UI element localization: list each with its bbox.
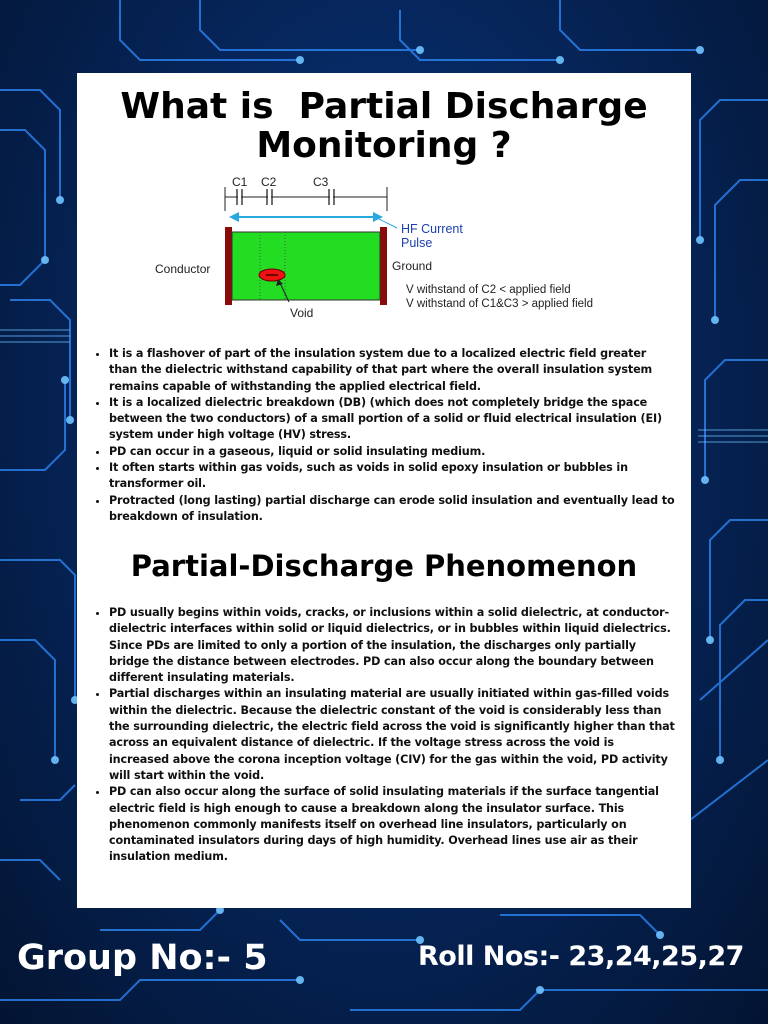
label-c2: C2 bbox=[261, 175, 277, 189]
list-item: • PD usually begins within voids, cracks, or inclusions within a solid dielectric, at conductor-dielectric interfaces within solid or liquid dielectrics, or in bubbles within liquid dielectrics. Since PDs are limited to only a portion of the insulation, the discharges only partially bridge the distance between electrodes. PD can also occur along the boundary between different insulating materials. bbox=[109, 605, 677, 686]
hf-pulse-arrow bbox=[229, 212, 383, 222]
ground-electrode bbox=[380, 227, 387, 305]
list-item: • It often starts within gas voids, such as voids in solid epoxy insulation or bubbles in transformer oil. bbox=[109, 460, 675, 493]
label-c3: C3 bbox=[313, 175, 329, 189]
group-number: Group No:- 5 bbox=[17, 938, 268, 978]
label-withstand-1: V withstand of C2 < applied field bbox=[406, 284, 571, 296]
definition-bullet-list bbox=[77, 346, 675, 525]
insulation-block bbox=[232, 232, 380, 300]
phenomenon-bullet-list bbox=[77, 605, 677, 866]
list-item: • It is a flashover of part of the insulation system due to a localized electric field greater than the dielectric withstand capability of that part where the overall insulation system remains capable of withstanding the applied electrical field. bbox=[109, 346, 675, 395]
label-withstand-2: V withstand of C1&C3 > applied field bbox=[406, 298, 593, 310]
section-title-phenomenon: Partial-Discharge Phenomenon bbox=[130, 549, 638, 583]
label-void: Void bbox=[290, 306, 314, 320]
title-line-2: Monitoring ? bbox=[256, 125, 512, 166]
roll-numbers: Roll Nos:- 23,24,25,27 bbox=[418, 941, 744, 972]
partial-discharge-diagram bbox=[147, 175, 627, 325]
list-item: • It is a localized dielectric breakdown (DB) (which does not completely bridge the space between the two conductors) of a small portion of a solid or fluid electrical insulation (EI) system under high voltage (HV) stress. bbox=[109, 395, 675, 444]
conductor-electrode bbox=[225, 227, 232, 305]
label-hf-line2: Pulse bbox=[401, 236, 433, 250]
list-item: • PD can also occur along the surface of solid insulating materials if the surface tangential electric field is high enough to cause a breakdown along the insulator surface. This phenomenon commonly manifests itself on overhead line insulators, particularly on contaminated insulators during days of high humidity. Overhead lines use air as their insulation medium. bbox=[109, 784, 677, 865]
list-item: • PD can occur in a gaseous, liquid or solid insulating medium. bbox=[109, 444, 675, 460]
label-conductor: Conductor bbox=[155, 262, 211, 276]
list-item: • Protracted (long lasting) partial discharge can erode solid insulation and eventually lead to breakdown of insulation. bbox=[109, 493, 675, 526]
label-c1: C1 bbox=[232, 175, 248, 189]
label-hf-line1: HF Current bbox=[401, 222, 463, 236]
content-card bbox=[77, 73, 691, 908]
list-item: • Partial discharges within an insulating material are usually initiated within gas-filled voids within the dielectric. Because the dielectric constant of the void is considerably less than the surrounding dielectric, the electric field across the void is significantly higher than that across an equivalent distance of dielectric. If the voltage stress across the void is increased above the corona inception voltage (CIV) for the gas within the void, PD activity will start within the void. bbox=[109, 686, 677, 784]
page-title bbox=[77, 87, 691, 165]
title-line-1: What is Partial Discharge bbox=[120, 86, 648, 127]
label-ground: Ground bbox=[392, 259, 433, 273]
